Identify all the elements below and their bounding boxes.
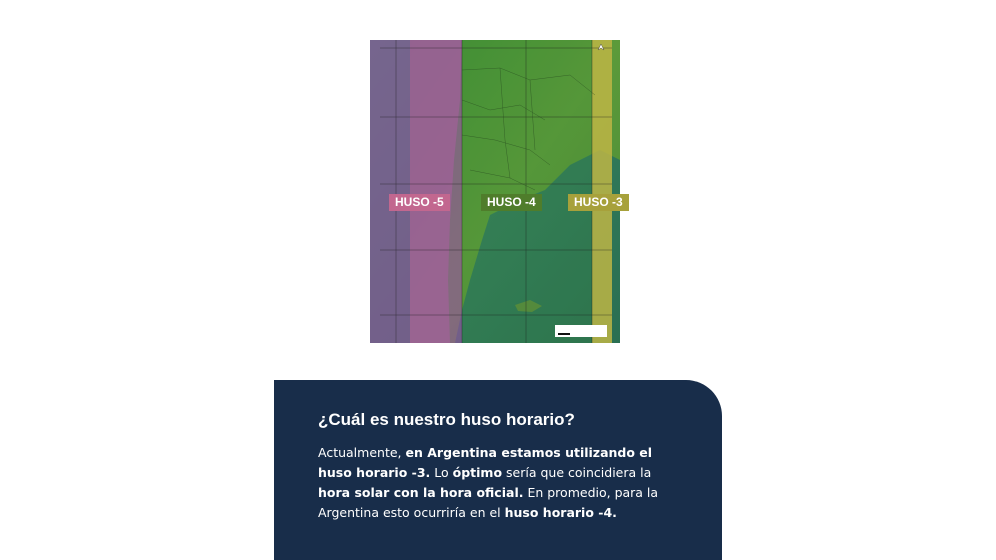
zone-huso3-band (592, 40, 612, 343)
zone-huso4-band (462, 40, 592, 343)
paragraph-segment: Actualmente, (318, 445, 406, 460)
paragraph-segment: En promedio, para la Argentina esto ocurriría en el (318, 485, 659, 520)
scale-bar (555, 325, 607, 337)
paragraph-bold-segment: en Argentina estamos utilizando el huso horario -3. (318, 445, 653, 480)
huso-4-label: HUSO -4 (481, 194, 542, 211)
paragraph-bold-segment: huso horario -4. (504, 505, 617, 520)
map-graphic (370, 40, 620, 343)
scale-bar-segment (558, 333, 570, 335)
card-title: ¿Cuál es nuestro huso horario? (318, 410, 575, 429)
huso-3-label: HUSO -3 (568, 194, 629, 211)
zone-huso5-band (370, 40, 462, 343)
paragraph-bold-segment: óptimo (452, 465, 503, 480)
info-card (274, 380, 722, 560)
huso-5-label: HUSO -5 (389, 194, 450, 211)
time-zone-map (370, 40, 620, 343)
card-paragraph (318, 443, 678, 523)
paragraph-segment: sería que coincidiera la (502, 465, 652, 480)
paragraph-segment: Lo (430, 465, 453, 480)
paragraph-bold-segment: hora solar con la hora oficial. (318, 485, 524, 500)
